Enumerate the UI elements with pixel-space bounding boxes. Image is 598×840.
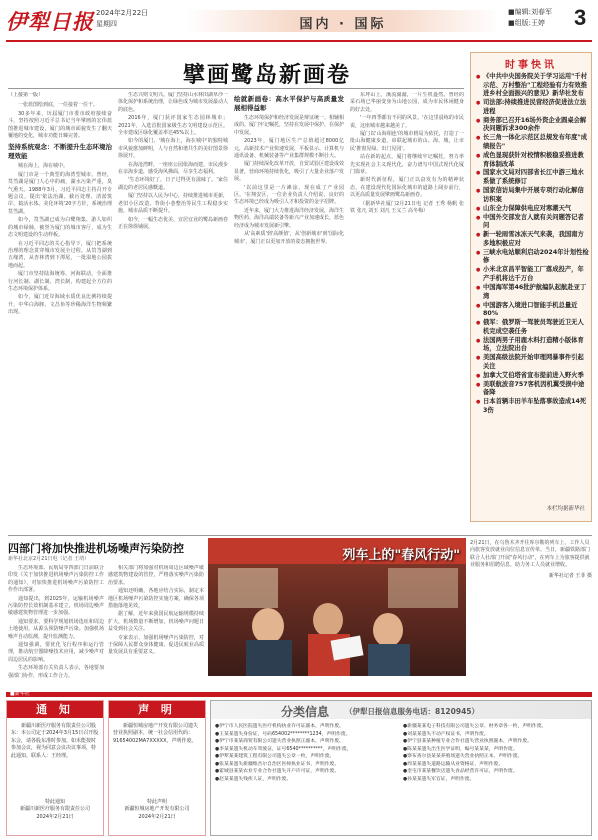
article2-column-2	[108, 565, 204, 685]
news-brief-item[interactable]: ● 小米北京昌平智能工厂落成投产，年产手机将达千万台	[476, 266, 589, 283]
news-brief-item[interactable]: ● 中国外交部发言人就有关问题答记者问	[476, 214, 589, 231]
news-photo	[208, 538, 466, 676]
article2-byline: 新华社北京2月21日电（记者 王靖）	[8, 556, 90, 562]
headline-divider	[8, 88, 464, 89]
classified-ad-item: ●陈某某遗失出生医学证明，编号某某某，声明作废。	[403, 746, 518, 752]
header-divider	[6, 40, 592, 42]
classified-ad-item: ●伊宁市某某商贸有限公司遗失营业执照正副本，声明作废。	[215, 739, 344, 744]
article-paragraph: 30多年来，历届厦门市委市政府接续奋斗，坚持按照习近平总书记当年擘画的宏伟蓝图推进城市建设，厦门的城市面貌发生了翻天覆地的变化，城市功能日臻完善。	[8, 110, 112, 140]
article-column-2	[118, 92, 228, 532]
classified-ad-item: ●王某某遗失身份证，号码654002********1234，声明作废。	[215, 731, 351, 737]
article-paragraph: 城在海上，海在城中。	[18, 163, 69, 170]
statement-date: 2024年2月21日	[138, 813, 176, 820]
news-brief-item[interactable]: ● 成色显现获针对校情积极稳妥推进教育体制改革	[476, 152, 589, 169]
newspaper-logo: 伊犁日报	[6, 9, 94, 34]
article-paragraph: 据了解，近年来我国民航运输规模持续扩大，机场数量不断增加，机场噪声问题日益受到社会关注。	[108, 611, 204, 633]
classified-ads-title: 分类信息	[281, 705, 330, 719]
weekday-text: 星期四	[96, 20, 117, 28]
news-brief-item[interactable]: ● 山东全力保障供电应对寒潮天气	[476, 205, 589, 214]
article-paragraph: 在习近平同志的关心指导下，厦门把系统治理的理念贯穿城市发展全过程。从筼筜湖到五缘湾，从杏林湾到下潭尾，一批湿地公园拔地而起。	[8, 240, 112, 269]
article-paragraph: 通知要求，要科学规划机场选址和周边土地使用，从源头预防噪声污染。加强机场噪声自动监测，提升监测能力。	[8, 618, 104, 640]
classified-ads-left-column	[215, 723, 401, 783]
news-briefs-box	[470, 52, 592, 522]
news-briefs-header: 时事快讯	[505, 60, 557, 71]
section-title: 国内 · 国际	[299, 17, 387, 32]
news-brief-item[interactable]: ● 美联航波音757客机因机翼受损中途备降	[476, 381, 589, 398]
news-brief-item[interactable]: ● 长三角一体化示范区总规发布年度"成绩报告"	[476, 134, 589, 151]
article-column-1	[8, 92, 112, 532]
article-lede: （上接第一版）	[8, 92, 44, 98]
news-briefs-credit: 本栏均据新华社	[546, 506, 585, 512]
article-paragraph: '一年四季都有不同的风景。'在这里晨练的市民说，这座城市越来越美了。	[350, 115, 464, 129]
classified-ad-item: ●伊犁某某建筑工程有限公司遗失公章一枚，声明作废。	[215, 754, 335, 759]
news-briefs-list	[476, 73, 589, 416]
statement-box	[108, 700, 206, 836]
article-paragraph: 2016年，厦门获评国家生态园林城市；2021年，入选首批国家级生态文明建设示范区。全市建成区绿化覆盖率达45%以上。	[118, 115, 228, 137]
page-number: 3	[574, 5, 587, 30]
article-paragraph: 如今，一幅生态优美、宜居宜业的鹭岛新画卷正在徐徐铺展。	[118, 216, 228, 230]
article2-headline: 四部门将加快推进机场噪声污染防控	[8, 542, 184, 555]
article-paragraph: 如今的厦门，'城在海上，海在城中'的独特城市风貌愈加鲜明，人与自然和谐共生的美好图景徐徐展开。	[118, 138, 228, 160]
classified-ad-item: ●李某某遗失机动车驾驶证，证号6540**********，声明作废。	[215, 746, 352, 752]
classified-ad-item: ●奎屯市某某餐饮店遗失食品经营许可证，声明作废。	[403, 769, 518, 774]
news-brief-item[interactable]: ● 加拿大艾伯塔省宣布提前进入野火季	[476, 372, 589, 381]
notice-text: 新疆川新医疗服务有限责任公司股东：本公司定于2024年3月15日召开股东会，请各股东准时参加。如未能按时参加会议，视为同意会议决议事项，特此通知。联系人：王经理。	[11, 723, 99, 759]
notice-closing: 特此通知	[44, 799, 65, 805]
section-divider	[8, 535, 592, 536]
footer-red-bar	[6, 692, 592, 697]
news-brief-item[interactable]: ● 三峡水电站顺利启动2024年计划性检修	[476, 249, 589, 266]
page-header	[0, 0, 598, 44]
classified-ad-item: ●伊宁县某某种植专业合作社遗失营业执照副本，声明作废。	[403, 739, 532, 744]
news-brief-item[interactable]: ● 俄军：俄罗斯一驾驶员驾驶近卫无人机完成空袭任务	[476, 319, 589, 336]
article-paragraph: 站在新的起点，厦门将继续牢记嘱托，努力率先实现社会主义现代化，奋力谱写中国式现代化厦门篇章。	[350, 154, 464, 176]
statement-signature	[109, 799, 205, 821]
article2-column-1	[8, 565, 104, 685]
notice-date: 2024年2月21日	[36, 813, 74, 820]
article-paragraph: 通知提出，到2025年，运输机场噪声污染防控长效机制基本建立，机场周边噪声敏感建筑物管理进一步加强。	[8, 595, 104, 617]
notice-org: 新疆川新医疗服务有限责任公司	[19, 806, 90, 813]
news-brief-item[interactable]: ● 中国海军第46批护航编队起航赴亚丁湾	[476, 284, 589, 301]
notice-header: 通 知	[7, 701, 103, 718]
classified-ad-item: ●刘某某遗失不动产权证书，声明作废。	[403, 731, 489, 737]
article-paragraph: 在海沧湾畔，一座座公园依海而建。市民漫步在亲海步道，感受海风拂面，尽享生态福利。	[118, 161, 228, 176]
photo-caption	[470, 540, 592, 580]
article-paragraph: 从'高素质'到'高颜值'，从'创新城市'到'国际化城市'，厦门正以更加开放的姿态拥抱世界。	[234, 231, 344, 245]
article-column-4	[350, 92, 464, 532]
article-paragraph: 生态环境部、民航局等四部门日前联合印发《关于加快推进机场噪声污染防控工作的通知》，对加快推进机场噪声污染防控工作作出部署。	[8, 565, 104, 594]
statement-closing: 特此声明	[146, 799, 167, 805]
article-byline: （据新华社厦门2月21日电 记者 王秀 杨帆 张铁 张凡 刘玉 刘凡 王义兰 高冬梅）	[350, 200, 464, 215]
footer-bar-label: ■新华社	[10, 691, 30, 697]
statement-header: 声 明	[109, 701, 205, 718]
article-paragraph: 生态环境保护和经济发展是辩证统一、相辅相成的。厦门牢记嘱托，坚持在发展中保护、在保护中发展。	[234, 115, 344, 136]
article-paragraph: 新时代新征程，厦门正以奋发有为的精神状态，在建设现代化国际化城市的道路上阔步前行，以更高质量发展擘画鹭岛新画卷。	[350, 177, 464, 199]
news-brief-item[interactable]: ● 国家水文局对四部省长江中游三地水系做了系统修订	[476, 169, 589, 186]
classified-ad-item: ●赵某某遗失残疾人证，声明作废。	[215, 776, 292, 782]
classified-ad-item: ●伊宁市人民医院遗失医疗机构执业许可证副本，声明作废。	[215, 724, 344, 729]
news-brief-item[interactable]: ● 新一轮雨雪冰冻天气来袭，我国南方多地积极应对	[476, 231, 589, 248]
news-brief-item[interactable]: ● 司法部:持续推进民营经济促进法立法进程	[476, 99, 589, 116]
article-paragraph: 专家表示，加强机场噪声污染防控，对于保障人民群众身体健康、促进民航业高质量发展具有重要意义。	[108, 634, 204, 656]
news-brief-item[interactable]: ● 法国两男子用鹿木料打造精小版体育场，立法院出台	[476, 337, 589, 354]
article-paragraph: 厦门以'山海相连'的城市格局为依托，打造了一批山海健康步道，串联起城市的山、海、城，让市民'推窗见绿、出门见园'。	[350, 131, 464, 152]
classified-ad-item: ●新疆某某电子科技有限公司遗失公章、财务章各一枚，声明作废。	[403, 724, 547, 729]
article-column-3	[234, 92, 344, 532]
statement-body	[113, 723, 201, 745]
classified-ad-item: ●周某某遗失道路运输从业资格证，声明作废。	[403, 761, 504, 767]
article-subheading: 坚持系统观念：不断提升生态环境治理效能	[8, 143, 112, 161]
editor-name: ■编辑:刘春军	[508, 8, 552, 16]
news-brief-item[interactable]: ● 中国游客入境进口智能手机总量近80%	[476, 302, 589, 319]
article-paragraph: 通知强调，要优化飞行程序和运行管理，推动航空器降噪技术应用，减少噪声对周边居民的影响。	[8, 642, 104, 663]
article-paragraph: 一张蓝图绘到底，一任接着一任干。	[18, 102, 99, 109]
classified-ad-item: ●张某某遗失新疆维吾尔自治区医师执业证书，声明作废。	[215, 761, 340, 767]
statement-org: 新疆恒城房地产开发有限公司	[124, 806, 190, 813]
photo-caption-text: 2月21日，在乌鲁木齐开往库尔勒的列车上，工作人员向旅客发放就业岗位信息宣传单。当日，新疆铁路部门联合人社部门开展"春风行动"，在列车上为旅客提供就业服务和招聘信息，助力务工人员就业增收。	[470, 540, 591, 569]
photo-credit: 新华社记者 王菲 摄	[548, 572, 592, 579]
notice-body	[11, 723, 99, 760]
article-paragraph: '以前这里是一片滩涂，现在成了产业园区。'在翔安区，一位企业负责人介绍说，良好的生态环境已经成为吸引人才和投资的金字招牌。	[234, 184, 344, 206]
article-paragraph: 厦门持续深化改革开放，自贸试验区建设成效显著，营商环境持续优化，吸引了大量企业落户发展。	[234, 161, 344, 183]
article-paragraph: 生态兴则文明兴。厦门坚持山水林田湖草沙一体化保护和系统治理，让绿色成为城市发展最动人的底色。	[118, 92, 228, 113]
article-paragraph: 厦门市坚持陆海统筹、河海联动，全面推行河长制、湖长制、湾长制，构建起全方位的生态环境保护体系。	[8, 271, 112, 292]
article-headline: 擘画鹭岛新画卷	[182, 62, 351, 88]
classified-ad-item: ●察布查尔县某某养殖场遗失营业执照正本，声明作废。	[403, 754, 523, 759]
news-brief-item[interactable]: ● 商务部已召开16场外资企业圆桌会解决问题诉求300余件	[476, 117, 589, 134]
classified-ads-header	[211, 701, 591, 719]
article-paragraph: 如今，筼筜湖已成为白鹭翔集、游人如织的城市绿肺，被誉为厦门的城市客厅，成为生态文明建设的生动样板。	[8, 217, 112, 239]
article-paragraph: 生态环境部有关负责人表示，各地要加强部门协作，形成工作合力。	[8, 665, 104, 679]
classified-ads-phone: （伊犁日报信息服务电话：8120945）	[345, 707, 480, 716]
notice-signature	[7, 799, 103, 821]
article-paragraph: 东坪山上，溪流潺潺，一片生机盎然。曾经的采石场已华丽变身为山地公园，成为市民休闲健身的好去处。	[350, 92, 464, 113]
news-brief-item[interactable]: ● 《中共中央国务院关于学习运用"千村示范、万村整治"工程经验有力有效推进乡村全面振兴的意见》新华社发布	[476, 73, 589, 99]
article-subheading: 绘就新画卷：高水平保护与高质量发展相得益彰	[234, 95, 344, 112]
article-paragraph: 如今，厦门近岸海域水质优良比例持续提升，中华白海豚、文昌鱼等珍稀海洋生物频繁出现。	[8, 294, 112, 316]
classified-ad-item: ●霍城县某某农业专业合作社遗失开户许可证，声明作废。	[215, 769, 340, 774]
article-paragraph: 厦门市是一个典型的海湾型城市。曾经，筼筜湖是厦门人心中的痛，湖水污染严重，臭气熏天。1988年3月，习近平同志主持召开专题会议，提出'依法治湖、截污处理、清淤筑岸、搞活水体、美化环境'20字方针，系统治理筼筜湖。	[8, 171, 112, 215]
classified-ad-item: ●孙某某遗失军官证，声明作废。	[403, 776, 475, 782]
news-brief-item[interactable]: ● 日本首辆丰田羊车坠落事故造成14死3伤	[476, 398, 589, 415]
issue-date	[96, 8, 148, 30]
article-paragraph: 近年来，厦门大力推进海洋经济发展，海洋生物医药、海洋高端装备等新兴产业加速成长，蓝色经济成为城市发展新引擎。	[234, 207, 344, 229]
designer-name: ■组版:王婷	[508, 19, 545, 27]
article-paragraph: 厦门坚持以人民为中心，持续推进城市更新，老旧小区改造、背街小巷整治等民生工程稳步实施，城市品质不断提升。	[118, 193, 228, 215]
article-paragraph: '生态环境好了，日子过得更有滋味了。'家住湖边的老居民感慨道。	[118, 177, 228, 191]
date-text: 2024年2月22日	[96, 9, 149, 17]
editor-info	[508, 7, 552, 29]
photo-overlay-title: 列车上的"春风行动"	[342, 548, 460, 563]
classified-ads-right-column	[403, 723, 589, 783]
news-brief-item[interactable]: ● 国家信访局集中开展专项行动化解信访积案	[476, 187, 589, 204]
classified-ads-box	[210, 700, 592, 836]
statement-text: 新疆恒城房地产开发有限公司遗失营业执照副本，统一社会信用代码：91654002MA7XXXXX，声明作废。	[113, 723, 199, 744]
article-paragraph: 相关部门将加强对机场周边区域噪声敏感建筑物建设的管控，严格落实噪声污染防治要求。	[108, 565, 204, 586]
section-banner	[186, 10, 500, 32]
notice-box	[6, 700, 104, 836]
news-brief-item[interactable]: ● 美国高级法院开始审理网暴事件引起关注	[476, 354, 589, 371]
article-paragraph: 2023年，厦门地区生产总值超过8000亿元，高新技术产业快速发展，平板显示、计算机与通讯设备、机械装备等产业集群规模不断壮大。	[234, 138, 344, 160]
article-paragraph: 通知还明确，各地应结合实际，制定本地区机场噪声污染防控实施方案，确保各项措施落地见效。	[108, 588, 204, 610]
